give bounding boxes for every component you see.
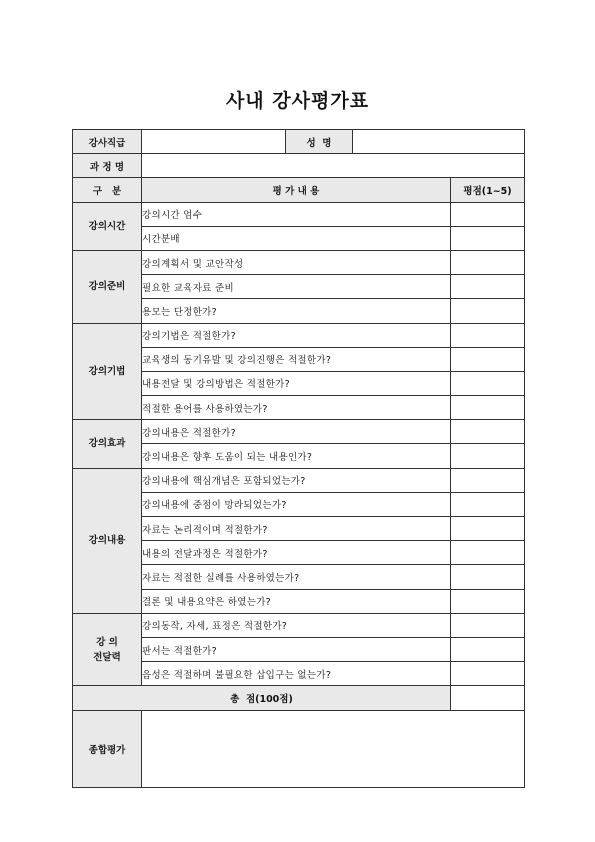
score-field[interactable] <box>451 468 525 492</box>
score-field[interactable] <box>451 589 525 613</box>
score-field[interactable] <box>451 323 525 347</box>
evaluation-form-table <box>72 129 525 788</box>
course-name-label: 과 정 명 <box>73 154 142 178</box>
table-row <box>73 202 525 226</box>
total-row <box>73 686 525 710</box>
criterion-item: 강의동작, 자세, 표정은 적절한가? <box>142 613 451 637</box>
category-technique: 강의기법 <box>73 323 142 420</box>
criterion-item: 필요한 교육자료 준비 <box>142 275 451 299</box>
score-field[interactable] <box>451 637 525 661</box>
score-field[interactable] <box>451 613 525 637</box>
table-row <box>73 323 525 347</box>
criterion-item: 강의내용에 핵심개념은 포함되었는가? <box>142 468 451 492</box>
summary-field[interactable] <box>142 710 525 787</box>
criterion-item: 교육생의 동기유발 및 강의진행은 적절한가? <box>142 347 451 371</box>
total-score-field[interactable] <box>451 686 525 710</box>
page-title: 사내 강사평가표 <box>225 90 370 112</box>
criterion-item: 강의내용은 적절한가? <box>142 420 451 444</box>
category-delivery <box>73 613 142 686</box>
course-name-field[interactable] <box>142 154 525 178</box>
score-field[interactable] <box>451 347 525 371</box>
criterion-item: 자료는 논리적이며 적절한가? <box>142 517 451 541</box>
criterion-item: 적절한 용어를 사용하였는가? <box>142 396 451 420</box>
criterion-item: 강의내용은 향후 도움이 되는 내용인가? <box>142 444 451 468</box>
table-row <box>73 250 525 274</box>
score-field[interactable] <box>451 371 525 395</box>
score-field[interactable] <box>451 202 525 226</box>
table-row <box>73 468 525 492</box>
score-field[interactable] <box>451 396 525 420</box>
score-field[interactable] <box>451 565 525 589</box>
score-field[interactable] <box>451 250 525 274</box>
score-field[interactable] <box>451 662 525 686</box>
criterion-item: 결론 및 내용요약은 하였는가? <box>142 589 451 613</box>
score-header: 평점(1~5) <box>451 178 525 202</box>
criterion-item: 강의내용에 중점이 망라되었는가? <box>142 492 451 516</box>
table-row <box>73 613 525 637</box>
column-header-row <box>73 178 525 202</box>
score-field[interactable] <box>451 517 525 541</box>
criterion-item: 강의계획서 및 교안작성 <box>142 250 451 274</box>
summary-label: 종합평가 <box>73 710 142 787</box>
category-delivery-line2: 전달력 <box>93 651 121 663</box>
criterion-item: 내용전달 및 강의방법은 적절한가? <box>142 371 451 395</box>
instructor-rank-field[interactable] <box>142 130 286 154</box>
name-label: 성 명 <box>286 130 353 154</box>
table-row <box>73 420 525 444</box>
category-content: 강의내용 <box>73 468 142 613</box>
criterion-item: 강의기법은 적절한가? <box>142 323 451 347</box>
criterion-item: 자료는 적절한 실례를 사용하였는가? <box>142 565 451 589</box>
category-effect: 강의효과 <box>73 420 142 468</box>
score-field[interactable] <box>451 492 525 516</box>
instructor-rank-label: 강사직급 <box>73 130 142 154</box>
instructor-row <box>73 130 525 154</box>
criterion-item: 내용의 전달과정은 적절한가? <box>142 541 451 565</box>
summary-row <box>73 710 525 787</box>
score-field[interactable] <box>451 299 525 323</box>
score-field[interactable] <box>451 420 525 444</box>
criterion-item: 강의시간 엄수 <box>142 202 451 226</box>
category-preparation: 강의준비 <box>73 250 142 323</box>
score-field[interactable] <box>451 275 525 299</box>
division-header: 구 분 <box>73 178 142 202</box>
total-label: 총 점(100점) <box>73 686 451 710</box>
score-field[interactable] <box>451 541 525 565</box>
content-header: 평 가 내 용 <box>142 178 451 202</box>
category-delivery-line1: 강 의 <box>96 636 118 648</box>
category-time: 강의시간 <box>73 202 142 250</box>
criterion-item: 시간분배 <box>142 226 451 250</box>
criterion-item: 판서는 적절한가? <box>142 637 451 661</box>
criterion-item: 음성은 적절하며 불필요한 삽입구는 없는가? <box>142 662 451 686</box>
score-field[interactable] <box>451 444 525 468</box>
criterion-item: 용모는 단정한가? <box>142 299 451 323</box>
score-field[interactable] <box>451 226 525 250</box>
course-row <box>73 154 525 178</box>
name-field[interactable] <box>353 130 525 154</box>
